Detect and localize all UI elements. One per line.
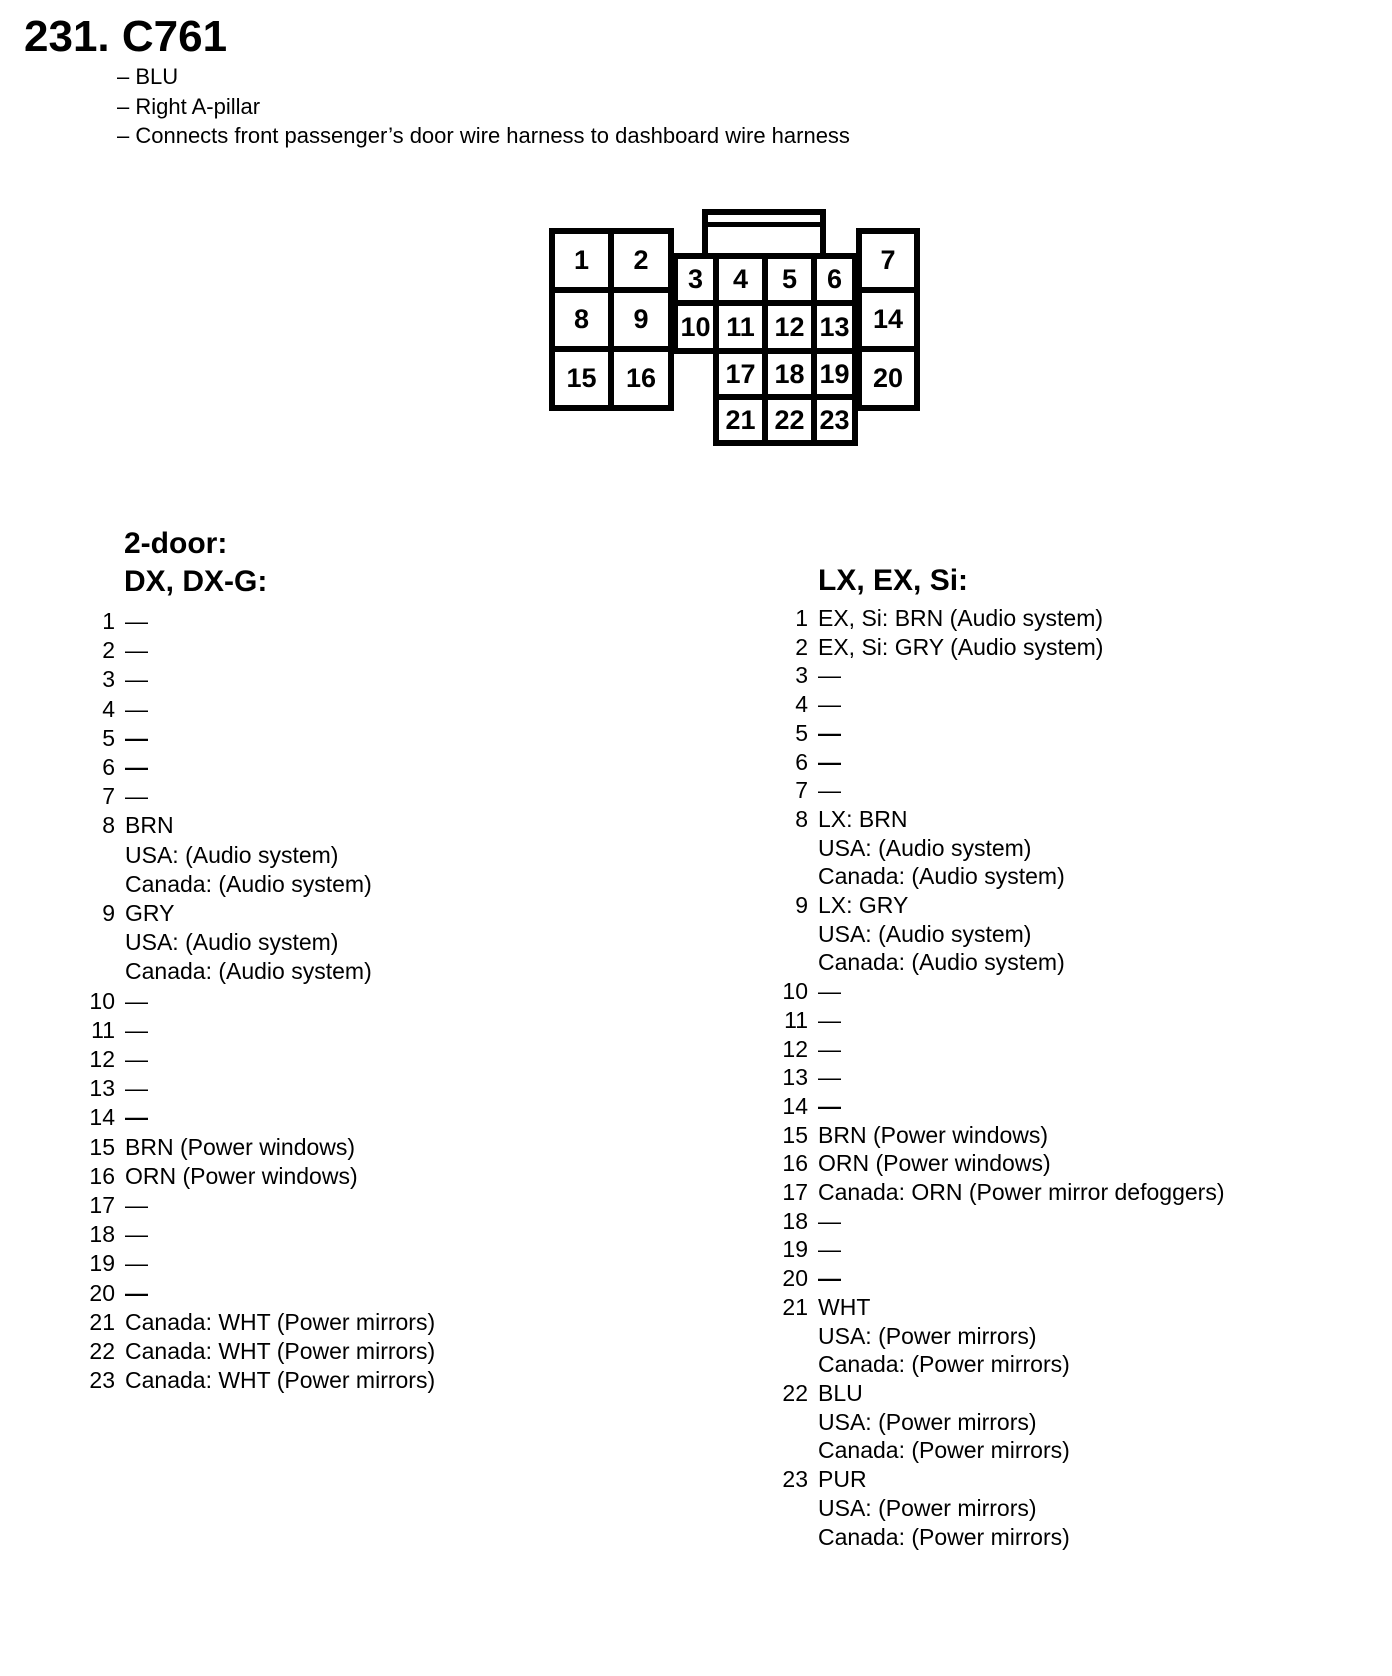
pin-wire-text: — (818, 1006, 841, 1033)
pin-row-left-5 (55, 724, 435, 753)
pin-number: 9 (102, 900, 115, 927)
connector-pin-number: 2 (633, 245, 649, 275)
pin-list-dx-dxg (55, 607, 435, 1395)
connector-pin-cell-16 (608, 346, 674, 411)
pin-wire-text: Canada: ORN (Power mirror defoggers) (818, 1179, 1225, 1206)
pin-row-left-4 (55, 695, 435, 724)
pin-row-right-11 (748, 1006, 1224, 1035)
left-column-header-trims: DX, DX-G: (124, 565, 268, 598)
connector-latch-line (708, 222, 820, 227)
pin-wire-text: — (125, 1192, 148, 1219)
pin-wire-text: Canada: (Power mirrors) (818, 1523, 1070, 1550)
pin-subrow-right-9 (748, 920, 1224, 949)
pin-row-left-11 (55, 1016, 435, 1045)
pin-wire-text: ORN (Power windows) (818, 1150, 1051, 1177)
connector-pin-number: 16 (625, 363, 657, 393)
pin-number: 12 (782, 1035, 808, 1062)
pin-number: 9 (795, 892, 808, 919)
pin-wire-text: Canada: WHT (Power mirrors) (125, 1367, 436, 1394)
pin-number: 16 (782, 1150, 808, 1177)
connector-pin-number: 19 (819, 358, 850, 389)
connector-pin-number: 9 (633, 304, 649, 334)
pin-number (748, 948, 808, 977)
pin-number: 23 (89, 1367, 115, 1394)
pin-wire-text: — (818, 691, 841, 718)
connector-pin-cell-17 (713, 348, 768, 400)
pin-number: 3 (102, 666, 115, 693)
bullet-function: – Connects front passenger’s door wire harness to dashboard wire harness (117, 123, 850, 148)
pin-wire-text: Canada: (Audio system) (125, 958, 372, 985)
pin-row-left-23 (55, 1366, 435, 1395)
pin-row-left-2 (55, 636, 435, 665)
pin-wire-text: — (125, 1046, 148, 1073)
pin-wire-text: Canada: WHT (Power mirrors) (125, 1308, 436, 1335)
pin-row-right-19 (748, 1235, 1224, 1264)
pin-wire-text: USA: (Audio system) (818, 920, 1032, 947)
pin-number: 20 (782, 1265, 808, 1292)
pin-subrow-right-8 (748, 834, 1224, 863)
pin-wire-text: Canada: (Audio system) (818, 863, 1065, 890)
pin-row-left-20 (55, 1279, 435, 1308)
connector-pin-number: 14 (872, 304, 904, 334)
pin-wire-text: USA: (Power mirrors) (818, 1322, 1037, 1349)
pin-wire-text: Canada: (Power mirrors) (818, 1437, 1070, 1464)
bullet-color: – BLU (117, 64, 179, 89)
pin-row-right-18 (748, 1207, 1224, 1236)
pin-number: 1 (102, 608, 115, 634)
pin-number: 10 (89, 987, 115, 1014)
pin-row-right-21 (748, 1293, 1224, 1322)
pin-number: 18 (89, 1221, 115, 1248)
connector-pin-cell-3 (672, 253, 719, 306)
pin-row-left-14 (55, 1103, 435, 1132)
pin-number (748, 1322, 808, 1351)
pin-wire-text: — (125, 1016, 148, 1043)
pin-number: 15 (782, 1121, 808, 1148)
pin-row-left-7 (55, 782, 435, 811)
pin-number: 11 (784, 1006, 808, 1033)
connector-pin-cell-10 (672, 300, 719, 354)
pin-wire-text: EX, Si: GRY (Audio system) (818, 633, 1104, 660)
connector-pin-number: 21 (725, 404, 756, 435)
pin-wire-text: BRN (125, 812, 174, 839)
pin-row-left-12 (55, 1045, 435, 1074)
connector-pin-number: 23 (819, 404, 850, 435)
pin-row-left-13 (55, 1074, 435, 1103)
pin-row-left-1 (55, 607, 435, 636)
pin-row-right-14 (748, 1092, 1224, 1121)
pin-wire-text: — (818, 1265, 841, 1292)
pin-wire-text: — (125, 637, 148, 664)
pin-wire-text: BLU (818, 1379, 863, 1406)
pin-row-left-8 (55, 811, 435, 840)
right-column-header-trims: LX, EX, Si: (818, 564, 969, 597)
pin-row-right-12 (748, 1035, 1224, 1064)
page-title: 231. C761 (24, 12, 228, 61)
pin-row-left-10 (55, 987, 435, 1016)
pin-row-right-1 (748, 604, 1224, 633)
pin-number: 21 (89, 1308, 115, 1335)
pin-wire-text: — (125, 666, 148, 693)
pin-number (748, 834, 808, 863)
left-column-header-bodystyle: 2-door: (124, 527, 228, 560)
pin-number: 1 (795, 605, 808, 631)
pin-row-right-7 (748, 776, 1224, 805)
connector-pin-number: 20 (872, 363, 904, 393)
connector-pin-cell-4 (713, 253, 768, 306)
pin-number: 6 (102, 754, 115, 781)
connector-pin-cell-22 (762, 394, 817, 446)
pin-number: 4 (795, 691, 808, 718)
pin-number: 6 (795, 748, 808, 775)
pin-subrow-right-22 (748, 1408, 1224, 1437)
connector-pin-cell-20 (856, 346, 920, 411)
pin-wire-text: — (125, 754, 148, 781)
pin-row-right-9 (748, 891, 1224, 920)
pin-number (748, 920, 808, 949)
pin-number: 17 (782, 1179, 808, 1206)
pin-number (55, 957, 115, 986)
connector-pin-cell-9 (608, 287, 674, 352)
connector-pin-cell-21 (713, 394, 768, 446)
connector-pin-cell-1 (549, 228, 614, 293)
pin-wire-text: EX, Si: BRN (Audio system) (818, 605, 1104, 631)
pin-wire-text: Canada: WHT (Power mirrors) (125, 1338, 436, 1365)
pin-wire-text: BRN (Power windows) (818, 1121, 1049, 1148)
pin-wire-text: USA: (Power mirrors) (818, 1408, 1037, 1435)
pin-wire-text: — (125, 608, 148, 634)
pin-row-left-3 (55, 665, 435, 694)
connector-pin-cell-2 (608, 228, 674, 293)
pin-wire-text: Canada: (Audio system) (125, 870, 372, 897)
pin-wire-text: USA: (Audio system) (125, 841, 339, 868)
pin-row-left-22 (55, 1337, 435, 1366)
connector-pin-number: 5 (781, 264, 798, 294)
pin-number: 7 (795, 777, 808, 804)
pin-wire-text: — (125, 695, 148, 722)
pin-subrow-left-9 (55, 957, 435, 986)
connector-pin-number: 1 (573, 245, 590, 275)
pin-number (748, 1436, 808, 1465)
connector-pin-number: 17 (725, 358, 756, 389)
pin-wire-text: Canada: (Audio system) (818, 949, 1065, 976)
pin-wire-text: — (818, 1092, 841, 1119)
connector-pin-cell-11 (713, 300, 768, 354)
pin-subrow-left-8 (55, 841, 435, 870)
pin-wire-text: — (125, 1221, 148, 1248)
pin-wire-text: BRN (Power windows) (125, 1133, 356, 1160)
pin-subrow-right-8 (748, 862, 1224, 891)
connector-pin-number: 6 (826, 264, 843, 294)
pin-number: 2 (795, 633, 808, 660)
pin-subrow-right-23 (748, 1523, 1224, 1552)
pin-row-left-21 (55, 1308, 435, 1337)
pin-subrow-right-22 (748, 1436, 1224, 1465)
pin-number: 13 (89, 1075, 115, 1102)
pin-subrow-right-21 (748, 1322, 1224, 1351)
connector-latch-tab (702, 209, 826, 259)
pin-list-lx-ex-si (748, 604, 1224, 1551)
connector-pin-cell-13 (811, 300, 858, 354)
pin-subrow-right-21 (748, 1350, 1224, 1379)
pin-wire-text: — (125, 987, 148, 1014)
pin-wire-text: USA: (Power mirrors) (818, 1494, 1037, 1521)
connector-pin-cell-14 (856, 287, 920, 352)
pin-wire-text: — (818, 662, 841, 689)
pin-row-right-17 (748, 1178, 1224, 1207)
pin-number: 13 (782, 1064, 808, 1091)
pin-number: 23 (782, 1466, 808, 1493)
pin-row-left-9 (55, 899, 435, 928)
pin-number: 14 (782, 1092, 808, 1119)
pin-wire-text: — (818, 1035, 841, 1062)
pin-number (55, 928, 115, 957)
pin-number (748, 1494, 808, 1523)
pin-wire-text: — (125, 724, 148, 751)
connector-pin-number: 15 (566, 363, 597, 393)
pin-wire-text: — (125, 783, 148, 810)
pin-number: 12 (89, 1046, 115, 1073)
pin-number: 16 (89, 1162, 115, 1189)
pin-row-left-15 (55, 1133, 435, 1162)
connector-pin-number: 4 (732, 264, 749, 294)
pin-row-right-4 (748, 690, 1224, 719)
pin-wire-text: — (125, 1279, 148, 1306)
connector-pin-cell-7 (856, 228, 920, 293)
pin-number: 4 (102, 695, 115, 722)
pin-number (748, 862, 808, 891)
pin-number: 18 (782, 1207, 808, 1234)
connector-pin-number: 8 (573, 304, 590, 334)
connector-pin-number: 13 (819, 311, 850, 342)
pin-number: 10 (782, 978, 808, 1005)
pin-wire-text: LX: BRN (818, 805, 908, 832)
pin-wire-text: GRY (125, 900, 175, 927)
pin-wire-text: LX: GRY (818, 892, 909, 919)
pin-number: 5 (102, 724, 115, 751)
pin-number: 19 (89, 1250, 115, 1277)
pin-number: 14 (89, 1104, 115, 1131)
connector-description (117, 62, 850, 151)
pin-wire-text: — (818, 1236, 841, 1263)
pin-row-left-18 (55, 1220, 435, 1249)
pin-row-right-22 (748, 1379, 1224, 1408)
pin-number (748, 1523, 808, 1552)
pin-number: 20 (89, 1279, 115, 1306)
connector-pin-number: 12 (774, 311, 805, 342)
pin-number: 8 (102, 812, 115, 839)
pin-number: 11 (91, 1016, 115, 1043)
pin-number: 19 (782, 1236, 808, 1263)
pin-number: 8 (795, 805, 808, 832)
pin-row-left-16 (55, 1162, 435, 1191)
pin-row-left-6 (55, 753, 435, 782)
pin-wire-text: USA: (Audio system) (818, 834, 1032, 861)
pin-row-left-17 (55, 1191, 435, 1220)
connector-pin-cell-15 (549, 346, 614, 411)
pin-number (55, 870, 115, 899)
connector-pin-cell-5 (762, 253, 817, 306)
pin-row-right-8 (748, 805, 1224, 834)
connector-pin-cell-8 (549, 287, 614, 352)
pin-wire-text: PUR (818, 1466, 867, 1493)
connector-pin-cell-19 (811, 348, 858, 400)
pin-number: 2 (102, 637, 115, 664)
bullet-location: – Right A-pillar (117, 93, 261, 119)
pin-number: 21 (782, 1293, 808, 1320)
connector-pin-number: 18 (774, 358, 805, 389)
pin-number: 15 (89, 1133, 115, 1160)
pin-row-right-16 (748, 1149, 1224, 1178)
pin-wire-text: ORN (Power windows) (125, 1162, 358, 1189)
connector-pin-cell-6 (811, 253, 858, 306)
pin-wire-text: — (818, 777, 841, 804)
pin-number: 5 (795, 719, 808, 746)
pin-wire-text: — (818, 748, 841, 775)
connector-pin-number: 22 (774, 404, 805, 435)
pin-row-right-2 (748, 633, 1224, 662)
pin-number (748, 1350, 808, 1379)
pin-number: 17 (89, 1192, 115, 1219)
connector-pin-number: 3 (687, 264, 704, 294)
pin-wire-text: — (818, 1064, 841, 1091)
connector-pin-cell-12 (762, 300, 817, 354)
pin-row-right-13 (748, 1063, 1224, 1092)
pin-row-right-20 (748, 1264, 1224, 1293)
pin-row-left-19 (55, 1249, 435, 1278)
pin-number (55, 841, 115, 870)
connector-pin-number: 7 (880, 245, 896, 275)
pin-subrow-right-9 (748, 948, 1224, 977)
pin-subrow-left-9 (55, 928, 435, 957)
pin-row-right-23 (748, 1465, 1224, 1494)
pin-row-right-15 (748, 1121, 1224, 1150)
pin-wire-text: — (125, 1250, 148, 1277)
pin-wire-text: Canada: (Power mirrors) (818, 1351, 1070, 1378)
pin-row-right-5 (748, 719, 1224, 748)
connector-pin-cell-18 (762, 348, 817, 400)
pin-number (748, 1408, 808, 1437)
pin-wire-text: — (125, 1075, 148, 1102)
pin-row-right-10 (748, 977, 1224, 1006)
connector-pin-cell-23 (811, 394, 858, 446)
pin-number: 22 (89, 1338, 115, 1365)
pin-number: 3 (795, 662, 808, 689)
pin-wire-text: — (818, 978, 841, 1005)
pin-number: 22 (782, 1379, 808, 1406)
pin-wire-text: — (125, 1104, 148, 1131)
connector-pin-number: 10 (680, 311, 711, 342)
connector-pin-number: 11 (726, 311, 755, 342)
pin-wire-text: WHT (818, 1293, 871, 1320)
pin-row-right-6 (748, 748, 1224, 777)
pin-subrow-left-8 (55, 870, 435, 899)
pin-wire-text: — (818, 1207, 841, 1234)
pin-number: 7 (102, 783, 115, 810)
pin-row-right-3 (748, 661, 1224, 690)
pin-wire-text: — (818, 719, 841, 746)
pin-subrow-right-23 (748, 1494, 1224, 1523)
pin-wire-text: USA: (Audio system) (125, 929, 339, 956)
